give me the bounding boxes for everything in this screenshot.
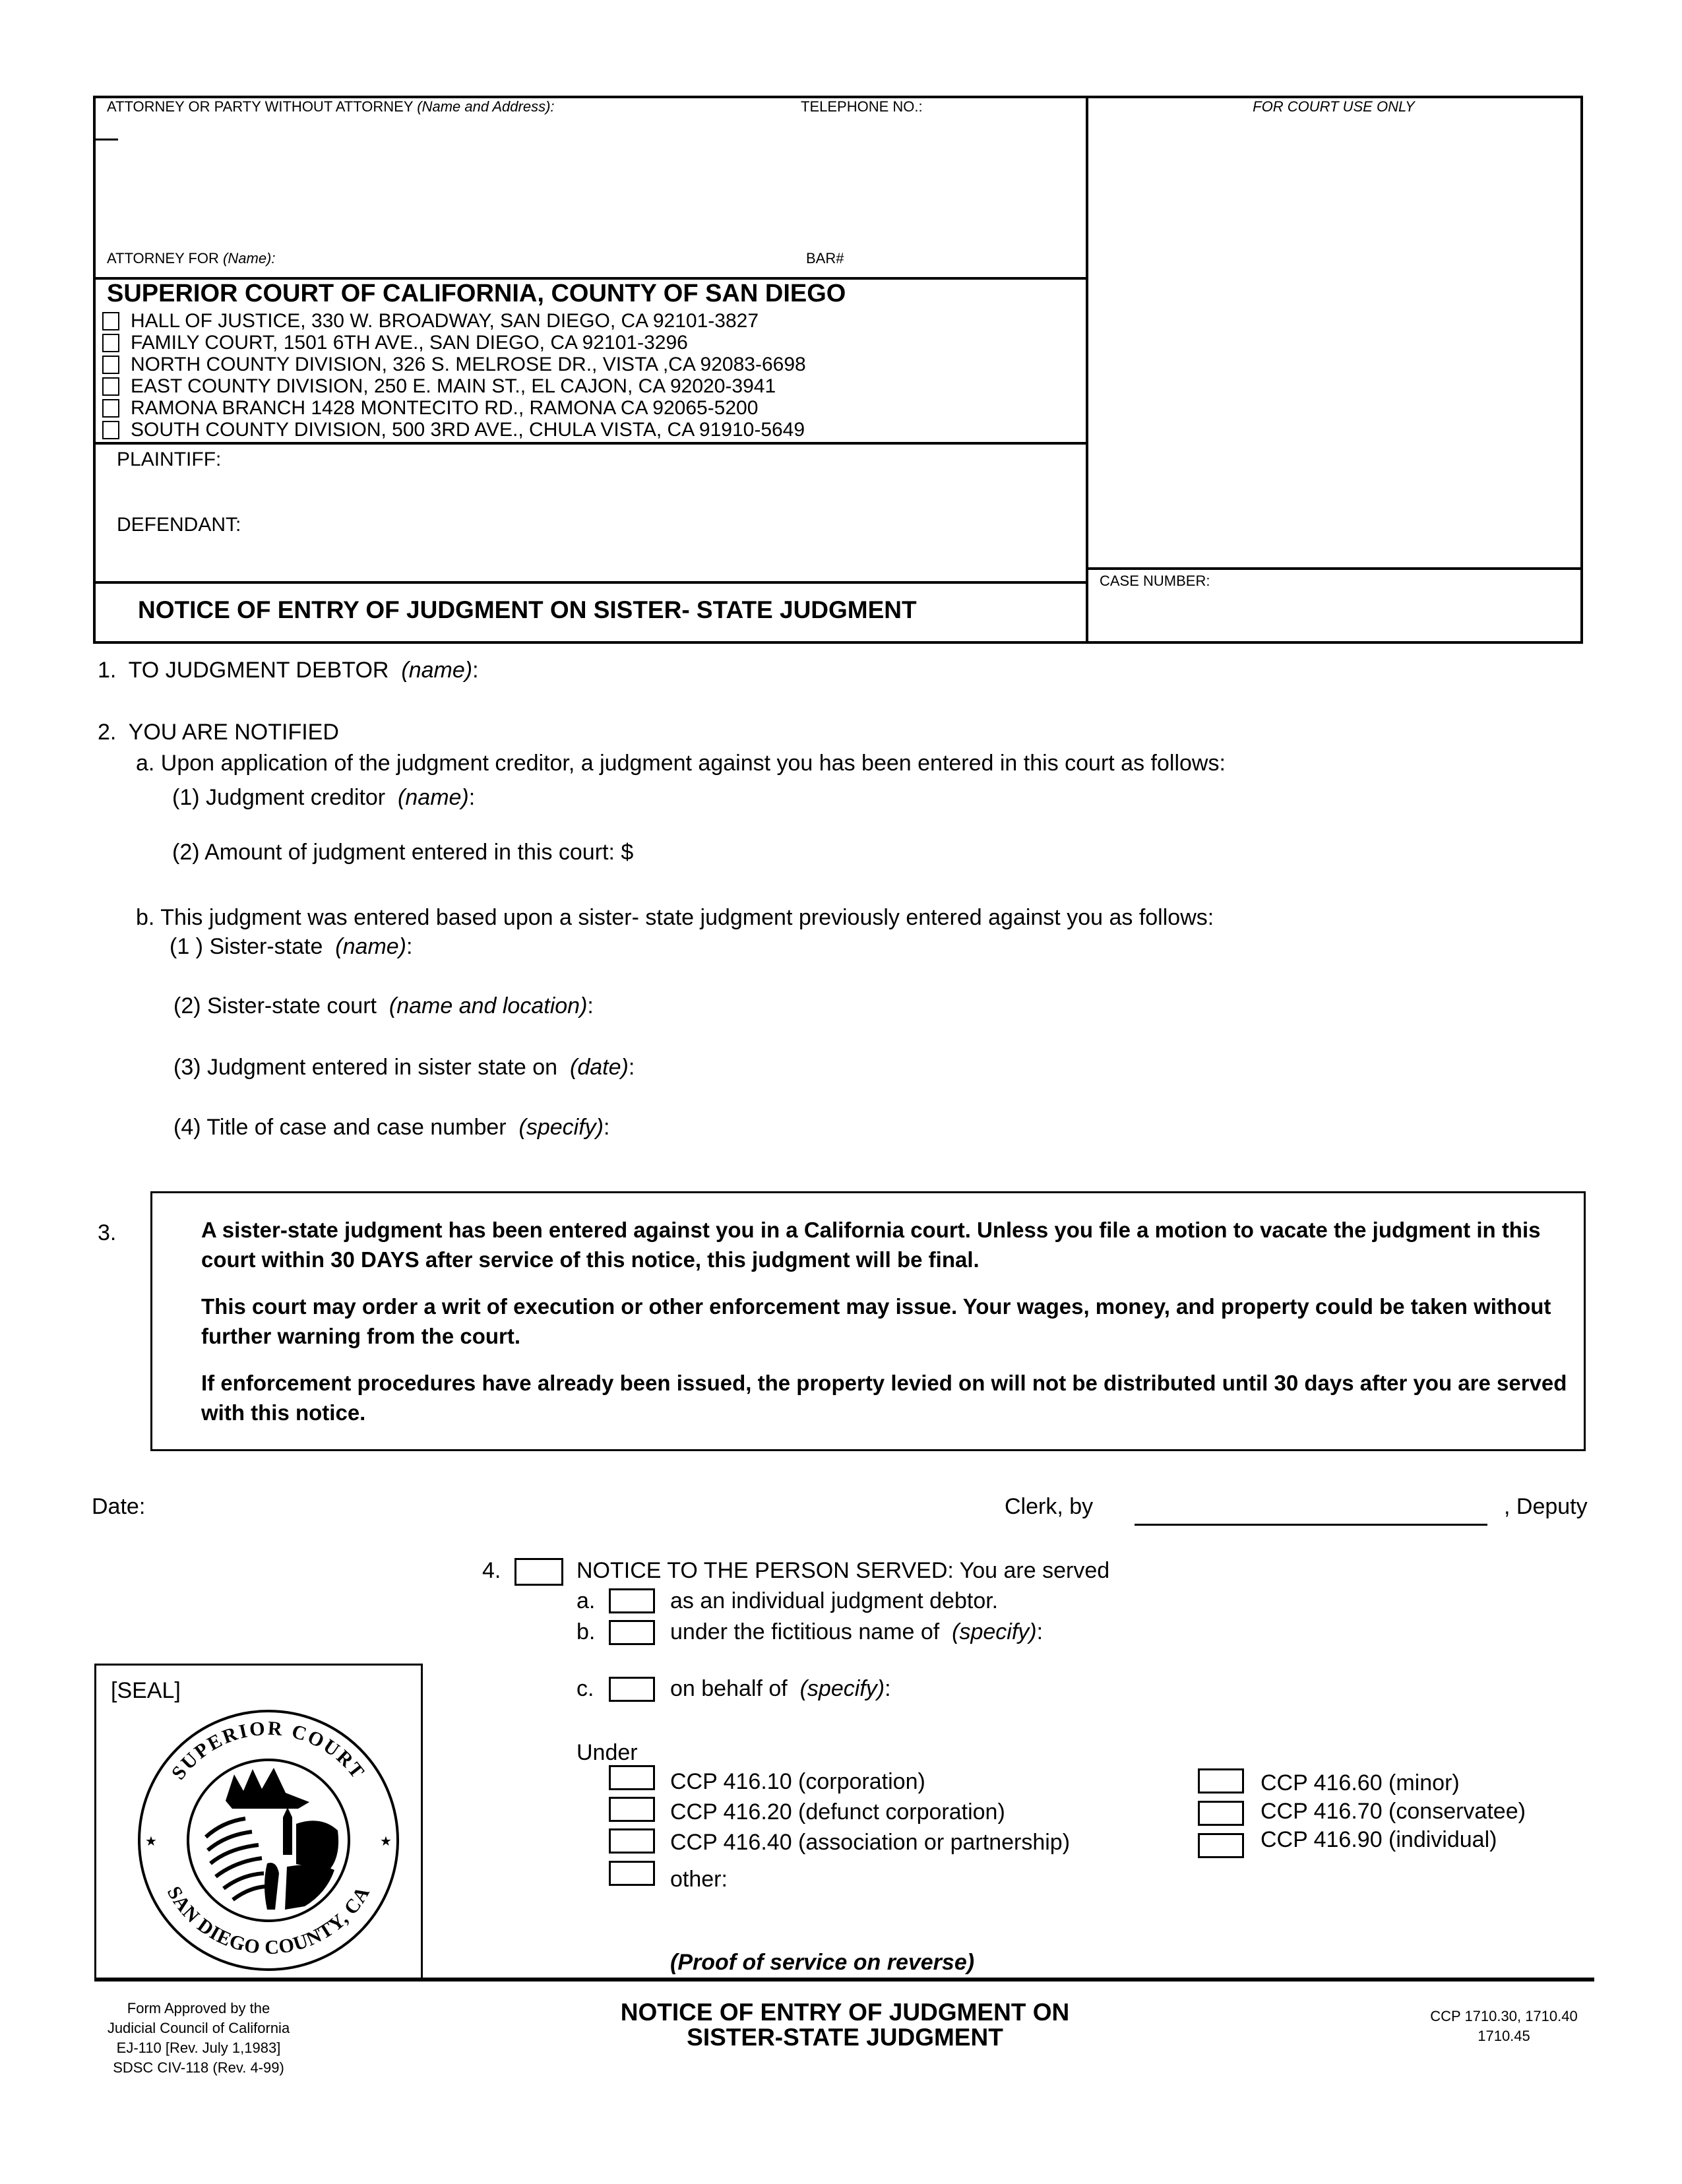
ccp-416-20-checkbox[interactable] (609, 1797, 655, 1822)
on-behalf-of-label (670, 1677, 891, 1700)
notice-served-label: NOTICE TO THE PERSON SERVED: You are served (576, 1558, 1110, 1583)
warning-paragraph-3: If enforcement procedures have already been issued, the property levied on will not be distributed until 30 days after you are served with this notice. (201, 1371, 1567, 1425)
ccp-option-label: CCP 416.90 (individual) (1261, 1827, 1497, 1852)
field-hint: (name) (335, 934, 406, 959)
field-hint: (specify) (518, 1115, 604, 1140)
ccp-416-10-checkbox[interactable] (609, 1765, 655, 1790)
notice-served-checkbox[interactable] (514, 1558, 563, 1586)
court-use-only-label (1253, 100, 1415, 114)
footer-approval-line: EJ-110 [Rev. July 1,1983] (116, 2040, 281, 2056)
fictitious-name-label (670, 1621, 1043, 1643)
item-number: 2. (98, 720, 117, 745)
location-label: FAMILY COURT, 1501 6TH AVE., SAN DIEGO, CA 92101-3296 (131, 332, 688, 354)
footer-approval (108, 1999, 290, 2078)
divider-court (93, 442, 1087, 445)
sister-state-field[interactable] (170, 935, 412, 958)
location-label: NORTH COUNTY DIVISION, 326 S. MELROSE DR., VISTA ,CA 92083-6698 (131, 354, 806, 375)
ccp-option-label: CCP 416.10 (corporation) (670, 1769, 925, 1794)
ccp-option-label: CCP 416.60 (minor) (1261, 1770, 1460, 1795)
location-checkbox-5[interactable] (102, 421, 119, 439)
field-hint: (name and location) (389, 993, 588, 1018)
ccp-option-label: CCP 416.70 (conservatee) (1261, 1799, 1526, 1824)
attorney-label-italic: (Name and Address): (417, 98, 555, 115)
divider-parties (93, 581, 1087, 584)
seal-emblem-icon (206, 1768, 338, 1910)
item-2a-text: a. Upon application of the judgment creditor, a judgment against you has been entered in this court as follows: (136, 751, 1226, 776)
colon: : (472, 658, 479, 683)
item-hint: (name) (401, 658, 473, 683)
field-label: (4) Title of case and case number (173, 1115, 507, 1140)
item-label: YOU ARE NOTIFIED (128, 720, 339, 745)
colon: : (468, 785, 476, 810)
location-label: SOUTH COUNTY DIVISION, 500 3RD AVE., CHULA VISTA, CA 91910-5649 (131, 419, 805, 441)
location-checkbox-2[interactable] (102, 356, 119, 374)
date-field[interactable]: Date: (92, 1494, 146, 1519)
location-checkbox-4[interactable] (102, 399, 119, 418)
individual-debtor-label: as an individual judgment debtor. (670, 1588, 999, 1613)
clerk-signature-line[interactable] (1135, 1524, 1487, 1526)
footer-statutes (1430, 2007, 1577, 2046)
field-label: (2) Sister-state court (173, 993, 377, 1018)
warning-text (201, 1215, 1576, 1427)
individual-debtor-checkbox[interactable] (609, 1588, 655, 1613)
proof-note-text: (Proof of service on reverse) (670, 1950, 975, 1975)
margin-mark (93, 139, 118, 140)
colon: : (406, 934, 413, 959)
field-hint: (specify) (952, 1619, 1037, 1644)
ccp-option-label: CCP 416.40 (association or partnership) (670, 1830, 1071, 1855)
ccp-416-60-checkbox[interactable] (1198, 1768, 1244, 1794)
proof-of-service-note (670, 1951, 974, 1974)
sister-state-date-field[interactable] (173, 1056, 635, 1078)
caption-divider-vertical (1086, 96, 1088, 644)
court-seal (137, 1708, 400, 1972)
item-label: TO JUDGMENT DEBTOR (128, 658, 389, 683)
ccp-option-label: other: (670, 1867, 728, 1892)
form-title: NOTICE OF ENTRY OF JUDGMENT ON SISTER- STATE JUDGMENT (138, 596, 917, 623)
colon: : (628, 1055, 635, 1080)
location-label: EAST COUNTY DIVISION, 250 E. MAIN ST., EL CAJON, CA 92020-3941 (131, 375, 776, 397)
item-2-heading (98, 721, 339, 743)
footer-title-line: SISTER-STATE JUDGMENT (687, 2024, 1003, 2051)
plaintiff-field[interactable]: PLAINTIFF: (117, 449, 222, 470)
defendant-field[interactable]: DEFENDANT: (117, 514, 241, 536)
bar-number-field[interactable]: BAR# (806, 250, 844, 266)
ccp-option-label: CCP 416.20 (defunct corporation) (670, 1799, 1005, 1825)
warning-paragraph-1: A sister-state judgment has been entered against you in a California court. Unless you file a motion to vacate the judgment in this court within 30 DAYS after service of this notice, this judgment will be final. (201, 1218, 1541, 1272)
colon: : (587, 993, 594, 1018)
attorney-for-field[interactable] (107, 251, 276, 266)
item-number: 1. (98, 658, 117, 683)
item-1-judgment-debtor[interactable] (98, 659, 479, 681)
field-label: under the fictitious name of (670, 1619, 940, 1644)
field-label: (3) Judgment entered in sister state on (173, 1055, 558, 1080)
footer-approval-line: Judicial Council of California (107, 2020, 290, 2036)
other-checkbox[interactable] (609, 1861, 655, 1886)
item-3-number: 3. (98, 1220, 117, 1245)
colon: : (603, 1115, 610, 1140)
seal-top-text: SUPERIOR COURT (167, 1717, 370, 1784)
seal-star-icon: ★ (145, 1834, 157, 1849)
location-checkbox-3[interactable] (102, 377, 119, 396)
option-c-letter: c. (576, 1676, 594, 1701)
footer-approval-line: SDSC CIV-118 (Rev. 4-99) (113, 2059, 284, 2076)
attorney-label: ATTORNEY OR PARTY WITHOUT ATTORNEY (107, 98, 414, 115)
case-number-field[interactable]: CASE NUMBER: (1100, 573, 1210, 589)
on-behalf-of-checkbox[interactable] (609, 1677, 655, 1702)
option-a-letter: a. (576, 1588, 596, 1613)
sister-state-court-field[interactable] (173, 995, 594, 1017)
court-use-only-text: FOR COURT USE ONLY (1253, 98, 1415, 115)
fictitious-name-checkbox[interactable] (609, 1620, 655, 1645)
divider-case-number (1087, 567, 1583, 570)
attorney-name-address-field[interactable] (107, 100, 555, 114)
option-b-letter: b. (576, 1619, 596, 1644)
ccp-416-40-checkbox[interactable] (609, 1828, 655, 1854)
footer-approval-line: Form Approved by the (127, 2000, 270, 2016)
colon: : (885, 1676, 891, 1701)
footer-statute-line: 1710.45 (1478, 2028, 1530, 2044)
location-checkbox-1[interactable] (102, 334, 119, 352)
attorney-for-italic: (Name): (223, 250, 276, 266)
field-label: on behalf of (670, 1676, 788, 1701)
item-4-number: 4. (482, 1558, 501, 1583)
judgment-amount-field[interactable]: (2) Amount of judgment entered in this court: $ (172, 840, 634, 865)
field-hint: (specify) (799, 1676, 885, 1701)
footer-title (621, 2000, 1069, 2050)
footer-statute-line: CCP 1710.30, 1710.40 (1430, 2008, 1578, 2024)
deputy-label: , Deputy (1504, 1494, 1588, 1519)
field-hint: (date) (570, 1055, 629, 1080)
attorney-for-label: ATTORNEY FOR (107, 250, 219, 266)
footer-title-line: NOTICE OF ENTRY OF JUDGMENT ON (620, 1999, 1070, 2026)
under-label: Under (576, 1740, 638, 1765)
field-hint: (name) (398, 785, 469, 810)
ccp-416-70-checkbox[interactable] (1198, 1801, 1244, 1826)
colon: : (1036, 1619, 1043, 1644)
item-2b-text: b. This judgment was entered based upon a sister- state judgment previously entered against you as follows: (136, 905, 1214, 930)
clerk-label: Clerk, by (1005, 1494, 1094, 1519)
location-label: RAMONA BRANCH 1428 MONTECITO RD., RAMONA CA 92065-5200 (131, 397, 759, 419)
seal-label: [SEAL] (111, 1678, 181, 1703)
ccp-416-90-checkbox[interactable] (1198, 1833, 1244, 1858)
seal-outer-ring (139, 1711, 398, 1970)
court-name: SUPERIOR COURT OF CALIFORNIA, COUNTY OF SAN DIEGO (107, 280, 846, 307)
case-title-number-field[interactable] (173, 1116, 609, 1139)
seal-bottom-text: SAN DIEGO COUNTY, CA (162, 1882, 375, 1959)
location-checkbox-0[interactable] (102, 312, 119, 330)
location-label: HALL OF JUSTICE, 330 W. BROADWAY, SAN DIEGO, CA 92101-3827 (131, 310, 759, 332)
seal-star-icon: ★ (380, 1834, 392, 1849)
footer-rule (94, 1978, 1594, 1981)
warning-paragraph-2: This court may order a writ of execution or other enforcement may issue. Your wages, money, and property could be taken without further warning from the court. (201, 1294, 1551, 1348)
field-label: (1) Judgment creditor (172, 785, 386, 810)
judgment-creditor-field[interactable] (172, 786, 475, 809)
telephone-field[interactable]: TELEPHONE NO.: (801, 98, 923, 115)
field-label: (1 ) Sister-state (170, 934, 323, 959)
